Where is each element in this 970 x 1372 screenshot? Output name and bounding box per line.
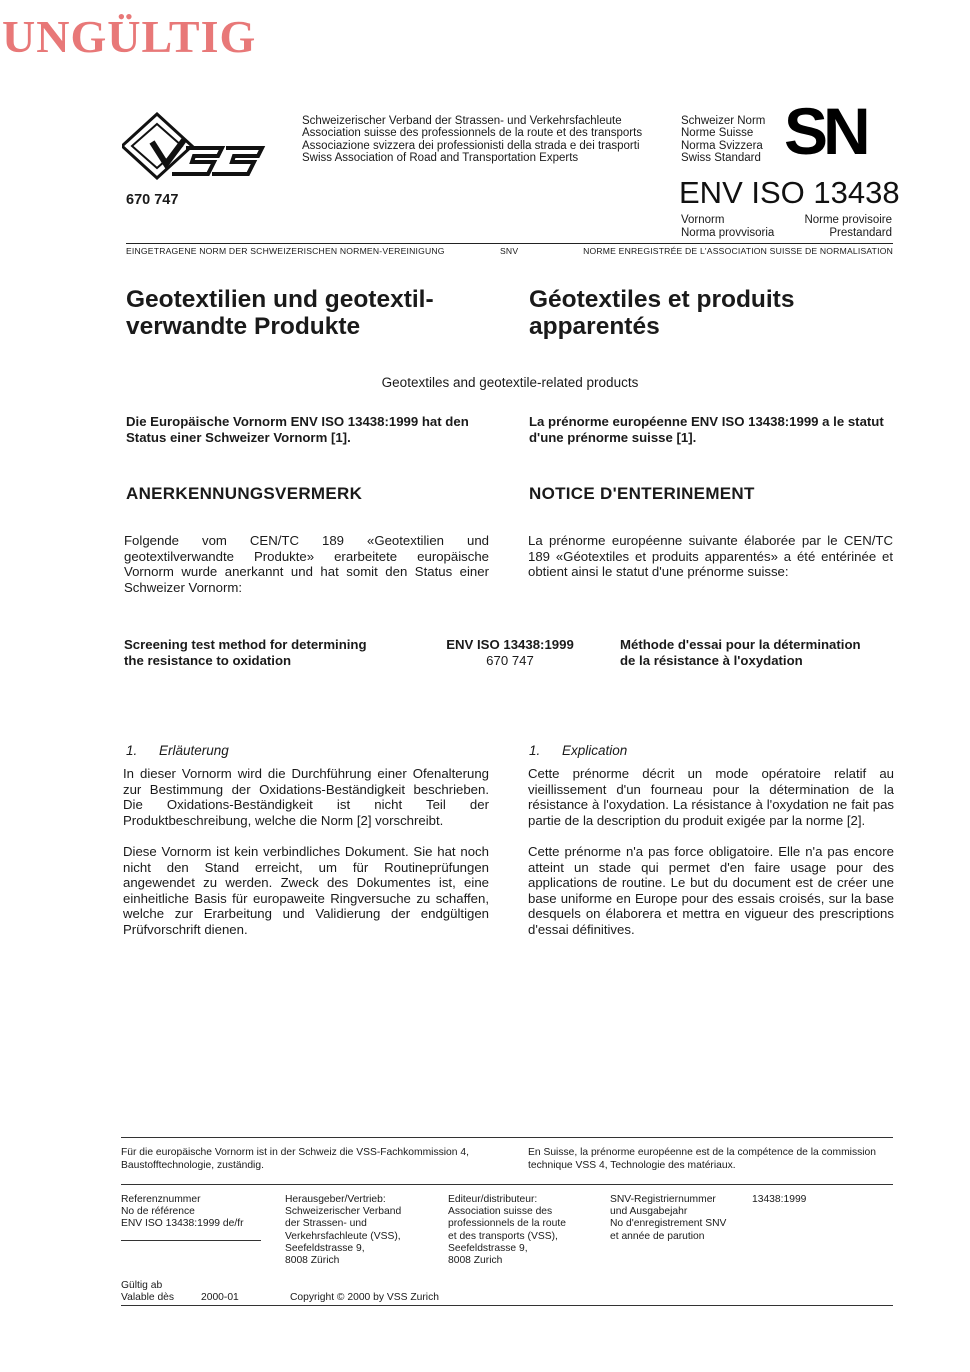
footer-divider — [121, 1137, 893, 1138]
registration-line-text: No d'enregistrement SNV — [610, 1218, 727, 1230]
registration-line-text: SNV-Registriernummer — [610, 1194, 716, 1205]
publisher-de-block — [285, 1194, 425, 1267]
publisher-fr-block — [448, 1194, 588, 1267]
registration-de: EINGETRAGENE NORM DER SCHWEIZERISCHEN NORMEN-VEREINIGUNG — [126, 246, 445, 256]
norm-line: Swiss Standard — [681, 151, 761, 164]
acknowledgement-de: Folgende vom CEN/TC 189 «Geotextilien und geotextilverwandte Produkte» erarbeitete europäische Vornorm wurde anerkannt und hat somit den Status einer Schweizer Vornorm: — [124, 533, 489, 595]
standard-identifier — [430, 637, 590, 668]
explanation-fr-p2: Cette prénorme n'a pas force obligatoire. Elle n'a pas encore atteint un stade qui permet d'en faire usage pour des applications de routine. Le but du document est de créer une base uniforme en Europe pour des essais croisés, sur la base desquels on élaborera et mettra en vigueur des prescriptions d'essai définitives. — [528, 844, 894, 937]
section-title: Explication — [562, 743, 628, 758]
association-line: Associazione svizzera dei professionisti della strada e dei trasporti — [302, 139, 640, 152]
divider — [126, 243, 893, 244]
registration-value: 13438:1999 — [752, 1194, 807, 1205]
standard-title-en — [124, 637, 394, 668]
registration-line-text: und Ausgabejahr — [610, 1206, 688, 1218]
norm-line: Schweizer Norm — [681, 115, 766, 127]
standard-title-line: the resistance to oxidation — [124, 652, 292, 668]
registration-line — [126, 245, 893, 259]
reference-line: ENV ISO 13438:1999 de/fr — [121, 1218, 244, 1230]
publisher-line: 8008 Zurich — [448, 1255, 503, 1267]
title-de — [126, 286, 486, 340]
sn-logo: SN — [784, 94, 866, 168]
norm-line: Norme Suisse — [681, 127, 754, 140]
heading-fr: NOTICE D'ENTERINEMENT — [529, 484, 755, 503]
standard-title-line: Méthode d'essai pour la détermination — [620, 637, 861, 652]
publisher-line: Seefeldstrasse 9, — [448, 1242, 528, 1254]
publisher-line: professionnels de la route — [448, 1218, 566, 1230]
norm-language-names — [681, 115, 765, 164]
association-line: Swiss Association of Road and Transportation Experts — [302, 151, 579, 164]
association-names — [302, 115, 642, 164]
section-number: 1. — [529, 743, 541, 758]
explanation-de-p1: In dieser Vornorm wird die Durchführung einer Ofenalterung zur Bestimmung der Oxidations-Beständigkeit beschrieben. Die Oxidations-Beständigkeit ist nicht Teil der Produktbeschreibung, welche die Norm [2] vorschreibt. — [123, 766, 489, 828]
heading-de: ANERKENNUNGSVERMERK — [126, 484, 363, 503]
footer-note-fr: En Suisse, la prénorme européenne est de la compétence de la commission technique VSS 4, Technologie des matériaux. — [528, 1147, 877, 1171]
title-fr — [529, 286, 889, 340]
explanation-fr-p1: Cette prénorme décrit un mode opératoire relatif au vieillissement d'un fourneau pour la détermination de la résistance à l'oxydation. La résistance à l'oxydation ne fait pas partie de la description du produit exigée par la norme [2]. — [528, 766, 894, 828]
reference-line: Referenznummer — [121, 1194, 201, 1205]
status-fr: La prénorme européenne ENV ISO 13438:1999 a le statut d'une prénorme suisse [1]. — [529, 414, 884, 445]
acknowledgement-fr: La prénorme européenne suivante élaborée par le CEN/TC 189 «Géotextiles et produits apparentés» a été entérinée et obtient ainsi le statut d'une prénorme suisse: — [528, 533, 893, 579]
prestandard-label: Norma provvisoria — [681, 226, 775, 239]
registration-line-text: et année de parution — [610, 1230, 705, 1242]
section-number: 1. — [126, 743, 138, 758]
prestandard-label-right — [760, 214, 892, 239]
title-line: verwandte Produkte — [126, 313, 361, 340]
footer-note-de: Für die europäische Vornorm ist in der Schweiz die VSS-Fachkommission 4, Baustofftechnologie, zuständig. — [121, 1147, 469, 1171]
reference-underline — [121, 1240, 261, 1241]
title-en: Geotextiles and geotextile-related products — [381, 375, 639, 390]
copyright: Copyright © 2000 by VSS Zurich — [290, 1292, 439, 1303]
publisher-line: Verkehrsfachleute (VSS), — [285, 1230, 401, 1242]
section-title: Erläuterung — [159, 743, 229, 758]
publisher-line: 8008 Zürich — [285, 1255, 340, 1267]
vss-logo-icon — [122, 112, 267, 180]
association-line: Association suisse des professionnels de la route et des transports — [302, 127, 643, 140]
title-line: Géotextiles et produits — [529, 286, 795, 313]
publisher-line: Association suisse des — [448, 1206, 553, 1218]
publisher-line: Editeur/distributeur: — [448, 1194, 538, 1205]
publisher-line: Herausgeber/Vertrieb: — [285, 1194, 386, 1205]
standard-title-fr — [620, 637, 895, 668]
footer-bottom-divider — [121, 1305, 893, 1306]
standard-id-line: ENV ISO 13438:1999 — [446, 637, 574, 652]
valid-label-line: Valable dès — [121, 1292, 175, 1304]
publisher-line: Seefeldstrasse 9, — [285, 1242, 365, 1254]
title-line: Geotextilien und geotextil- — [126, 286, 434, 313]
section-heading-de — [126, 743, 229, 758]
reference-number: 670 747 — [126, 192, 179, 208]
standard-number-line: 670 747 — [486, 652, 534, 668]
valid-label-line: Gültig ab — [121, 1280, 163, 1291]
registration-snv: SNV — [500, 246, 519, 256]
standard-id: ENV ISO 13438 — [679, 175, 900, 210]
title-line: apparentés — [529, 313, 660, 340]
prestandard-label: Vornorm — [681, 214, 725, 226]
norm-line: Norma Svizzera — [681, 139, 763, 152]
standard-title-line: de la résistance à l'oxydation — [620, 652, 803, 668]
status-de: Die Europäische Vornorm ENV ISO 13438:1999 hat den Status einer Schweizer Vornorm [1]. — [126, 414, 469, 445]
registration-fr: NORME ENREGISTRÉE DE L'ASSOCIATION SUISSE DE NORMALISATION — [583, 246, 893, 256]
valid-label — [121, 1280, 174, 1304]
prestandard-label: Prestandard — [829, 226, 892, 239]
publisher-line: Schweizerischer Verband — [285, 1206, 402, 1218]
publisher-line: et des transports (VSS), — [448, 1230, 558, 1242]
explanation-de-p2: Diese Vornorm ist kein verbindliches Dokument. Sie hat noch nicht den Stand erreicht, um für Routineprüfungen angewendet zu werden. Zweck des Dokumentes ist, eine einheitliche Basis für europaweite Ringversuche zu schaffen, welche zur Erarbeitung und Validierung der endgültigen Prüfvorschrift dienen. — [123, 844, 489, 937]
invalid-stamp: UNGÜLTIG — [2, 11, 257, 62]
prestandard-label: Norme provisoire — [804, 214, 892, 226]
section-heading-fr — [529, 743, 627, 758]
registration-block — [610, 1194, 750, 1243]
reference-block — [121, 1194, 261, 1231]
association-line: Schweizerischer Verband der Strassen- und Verkehrsfachleute — [302, 115, 622, 127]
valid-date: 2000-01 — [201, 1292, 239, 1303]
footer-divider — [121, 1184, 893, 1185]
standard-title-line: Screening test method for determining — [124, 637, 367, 652]
reference-line: No de référence — [121, 1206, 195, 1218]
publisher-line: der Strassen- und — [285, 1218, 367, 1230]
